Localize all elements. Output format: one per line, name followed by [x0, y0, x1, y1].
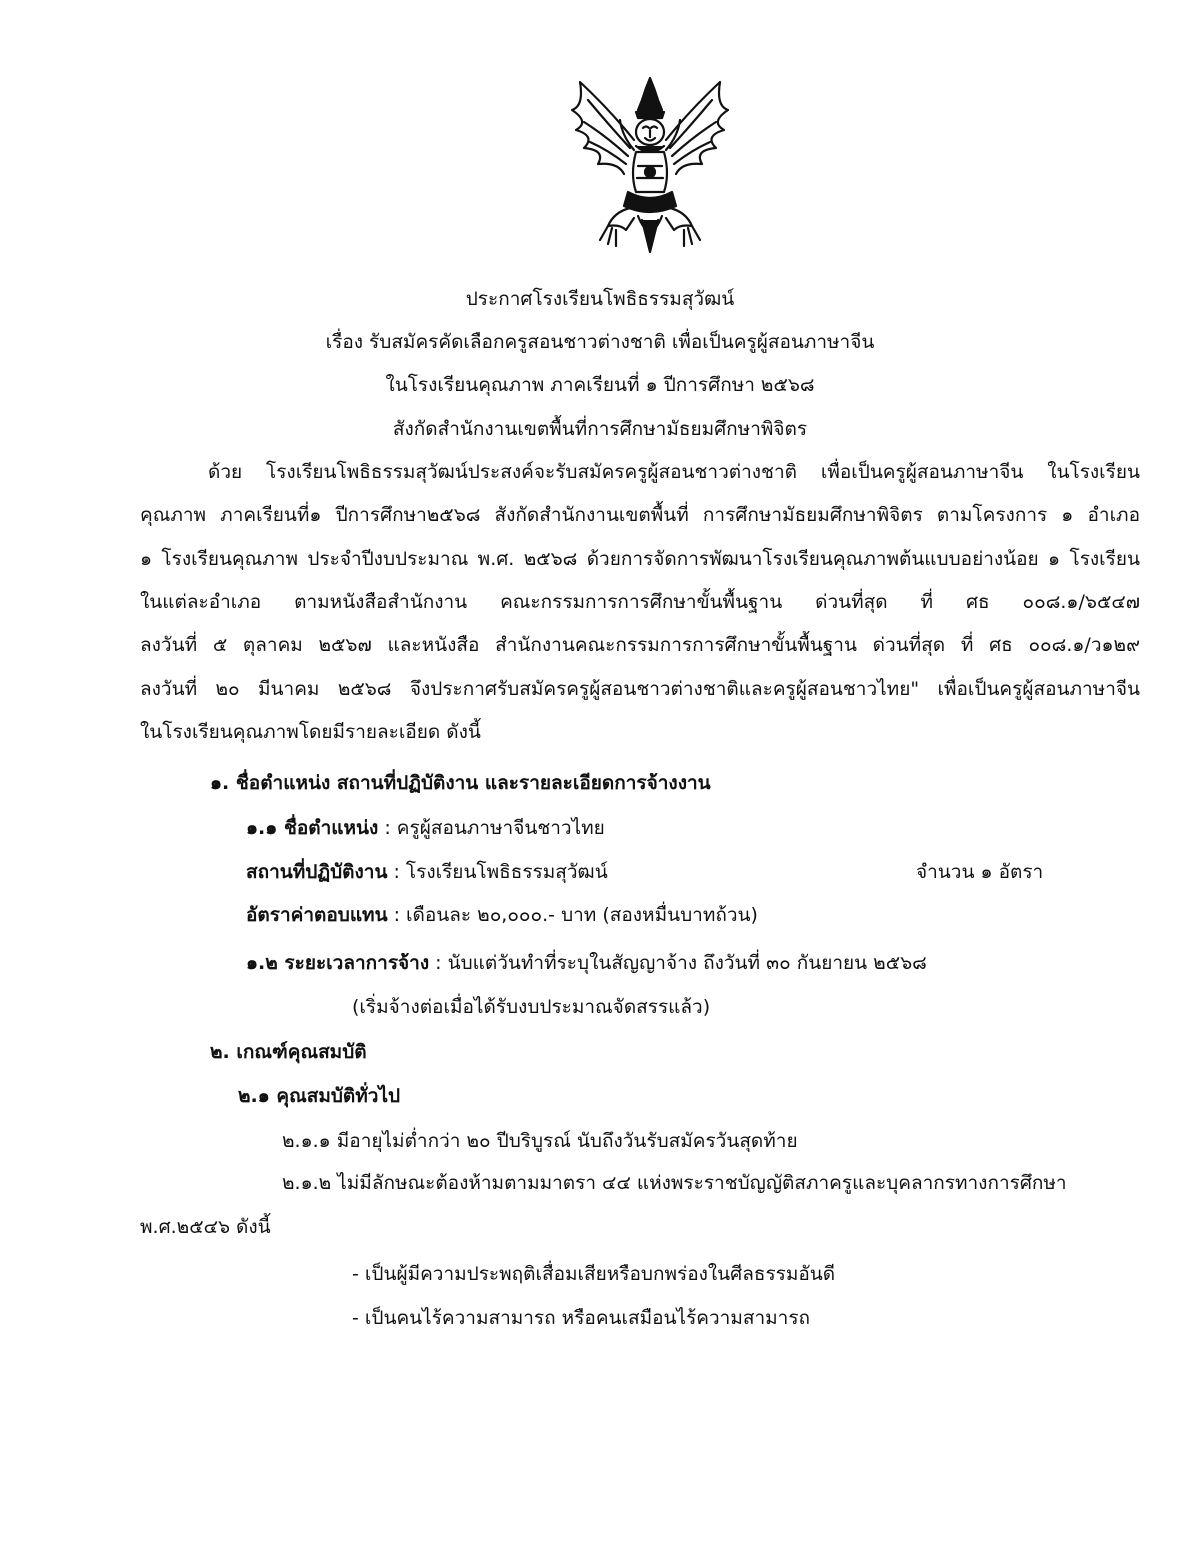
workplace-row	[246, 857, 608, 887]
prohibition-bullet: - เป็นคนไร้ความสามารถ หรือคนเสมือนไร้ความสามารถ	[352, 1307, 811, 1329]
garuda-emblem-icon	[550, 70, 750, 260]
period-row	[246, 948, 927, 978]
period-value: : นับแต่วันทำที่ระบุในสัญญาจ้าง ถึงวันที่ ๓๐ กันยายน ๒๕๖๘	[429, 952, 927, 974]
intro-paragraph-line: ในแต่ละอำเภอ ตามหนังสือสำนักงาน คณะกรรมการการศึกษาขั้นพื้นฐาน ด่วนที่สุด ที่ ศธ ๐๐๘.๑/๖๕๔๗	[140, 591, 1140, 613]
salary-row	[246, 900, 758, 930]
general-qualifications-heading: ๒.๑ คุณสมบัติทั่วไป	[238, 1085, 401, 1107]
period-note: (เริ่มจ้างต่อเมื่อได้รับงบประมาณจัดสรรแล้ว)	[352, 996, 711, 1018]
intro-paragraph-line: คุณภาพ ภาคเรียนที่๑ ปีการศึกษา๒๕๖๘ สังกัดสำนักงานเขตพื้นที่ การศึกษามัธยมศึกษาพิจิตร ตามโครงการ ๑ อำเภอ	[140, 504, 1140, 526]
position-value: : ครูผู้สอนภาษาจีนชาวไทย	[378, 817, 605, 839]
qualification-item: ๒.๑.๒ ไม่มีลักษณะต้องห้ามตามมาตรา ๔๔ แห่งพระราชบัญญัติสภาครูและบุคลากรทางการศึกษา	[282, 1172, 1067, 1194]
period-label: ๑.๒ ระยะเวลาการจ้าง	[246, 952, 430, 974]
qualification-item: ๒.๑.๑ มีอายุไม่ต่ำกว่า ๒๐ ปีบริบูรณ์ นับถึงวันรับสมัครวันสุดท้าย	[282, 1130, 798, 1152]
section1-heading: ๑. ชื่อตำแหน่ง สถานที่ปฏิบัติงาน และรายละเอียดการจ้างงาน	[210, 772, 711, 794]
intro-paragraph-line: ลงวันที่ ๒๐ มีนาคม ๒๕๖๘ จึงประกาศรับสมัครครูผู้สอนชาวต่างชาติและครูผู้สอนชาวไทย" เพื่อเป็นครูผู้สอนภาษาจีน	[140, 678, 1140, 700]
announcement-affiliation: สังกัดสำนักงานเขตพื้นที่การศึกษามัธยมศึกษาพิจิตร	[392, 418, 808, 440]
prohibition-bullet: - เป็นผู้มีความประพฤติเสื่อมเสียหรือบกพร่องในศีลธรรมอันดี	[352, 1263, 836, 1285]
workplace-label: สถานที่ปฏิบัติงาน	[246, 861, 388, 883]
announcement-term: ในโรงเรียนคุณภาพ ภาคเรียนที่ ๑ ปีการศึกษา ๒๕๖๘	[385, 374, 815, 396]
section2-heading: ๒. เกณฑ์คุณสมบัติ	[210, 1041, 367, 1063]
salary-value: : เดือนละ ๒๐,๐๐๐.- บาท (สองหมื่นบาทถ้วน)	[387, 904, 758, 926]
qualification-item-continued: พ.ศ.๒๕๔๖ ดังนี้	[140, 1216, 271, 1238]
position-row	[246, 813, 605, 843]
intro-paragraph-line: ในโรงเรียนคุณภาพโดยมีรายละเอียด ดังนี้	[140, 721, 481, 743]
workplace-value: : โรงเรียนโพธิธรรมสุวัฒน์	[387, 861, 608, 883]
position-label: ๑.๑ ชื่อตำแหน่ง	[246, 817, 379, 839]
quota-text: จำนวน ๑ อัตรา	[916, 861, 1044, 883]
salary-label: อัตราค่าตอบแทน	[246, 904, 388, 926]
announcement-subject: เรื่อง รับสมัครคัดเลือกครูสอนชาวต่างชาติ เพื่อเป็นครูผู้สอนภาษาจีน	[325, 331, 875, 353]
intro-paragraph-line: ลงวันที่ ๕ ตุลาคม ๒๕๖๗ และหนังสือ สำนักงานคณะกรรมการการศึกษาขั้นพื้นฐาน ด่วนที่สุด ที่ ศธ ๐๐๘.๑/ว๑๒๙	[140, 634, 1140, 656]
announcement-title: ประกาศโรงเรียนโพธิธรรมสุวัฒน์	[465, 288, 735, 310]
intro-paragraph-line: ๑ โรงเรียนคุณภาพ ประจำปีงบประมาณ พ.ศ. ๒๕๖๘ ด้วยการจัดการพัฒนาโรงเรียนคุณภาพต้นแบบอย่างน้อย ๑ โรงเรียน	[140, 548, 1140, 570]
intro-paragraph-line: ด้วย โรงเรียนโพธิธรรมสุวัฒน์ประสงค์จะรับสมัครครูผู้สอนชาวต่างชาติ เพื่อเป็นครูผู้สอนภาษาจีน ในโรงเรียน	[208, 461, 1140, 483]
